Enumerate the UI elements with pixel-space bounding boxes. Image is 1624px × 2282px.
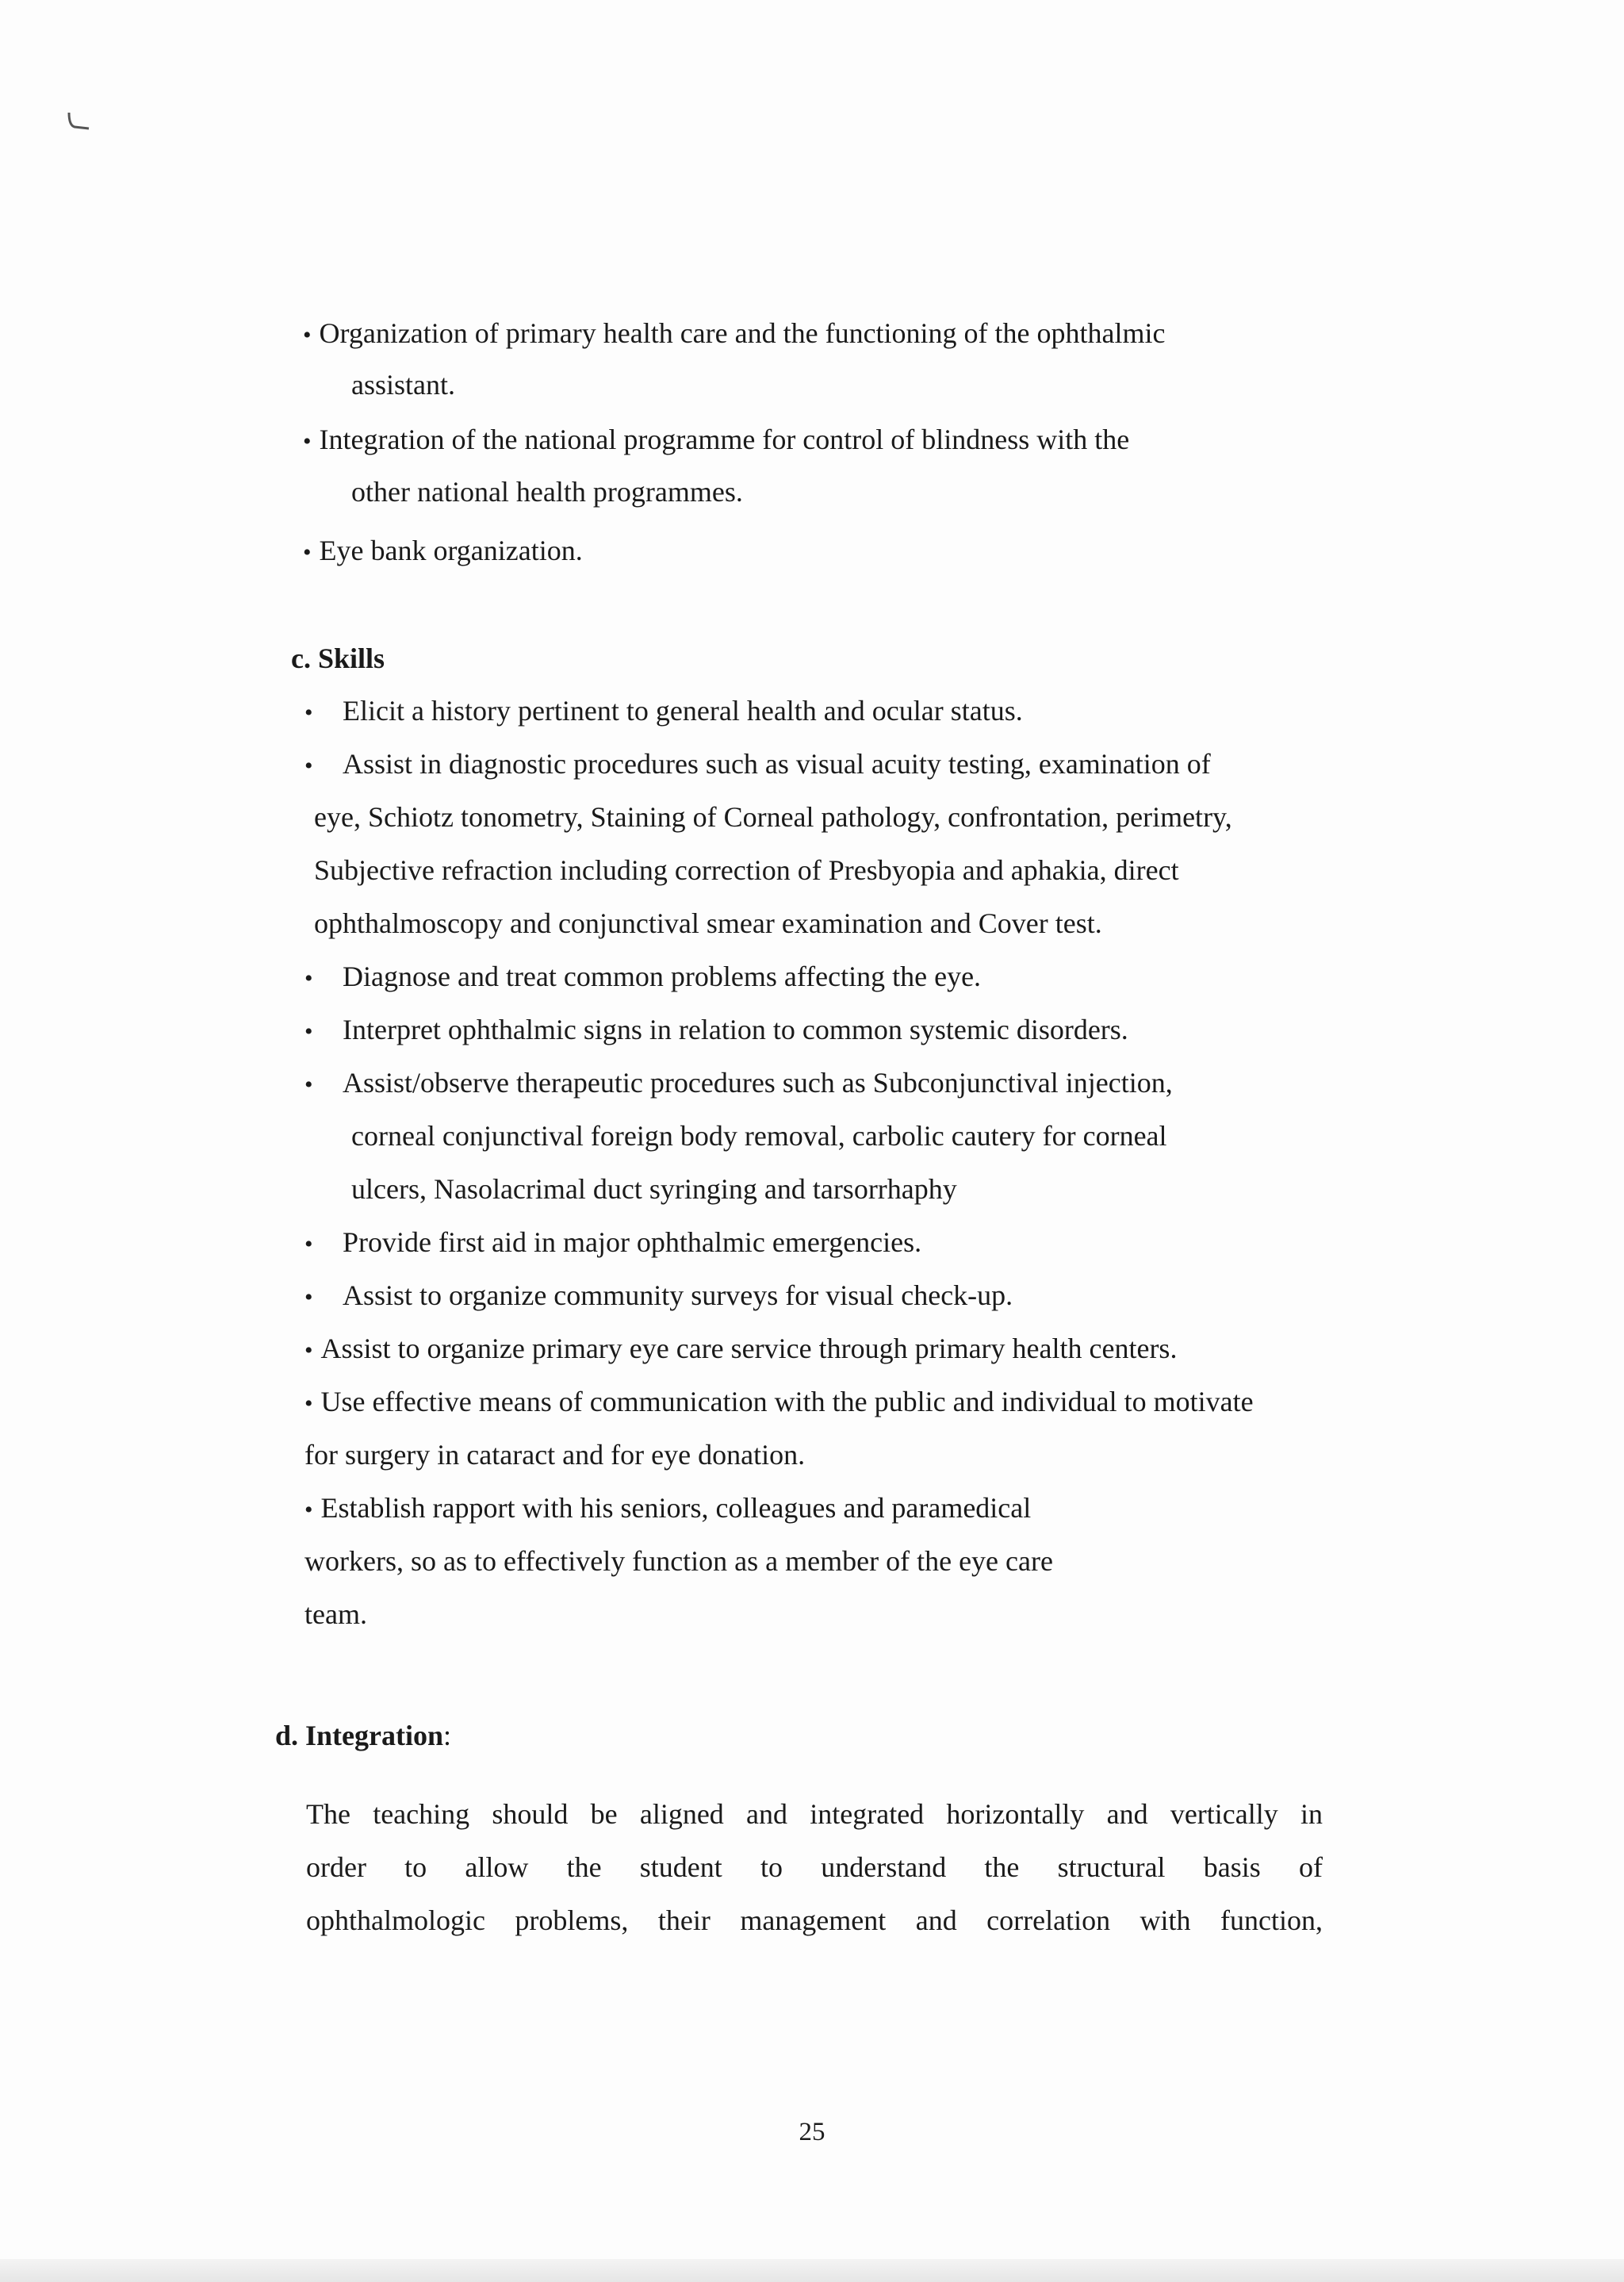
- list-item-continuation: ophthalmoscopy and conjunctival smear examination and Cover test.: [314, 907, 1102, 939]
- list-item-text: Establish rapport with his seniors, colleagues and paramedical: [320, 1492, 1032, 1524]
- paragraph-line: order to allow the student to understand the structural basis of: [306, 1851, 1323, 1883]
- list-item-continuation: for surgery in cataract and for eye donation.: [304, 1439, 806, 1471]
- bullet-icon: •: [304, 1337, 313, 1363]
- list-item-text: Assist to organize primary eye care service through primary health centers.: [320, 1333, 1178, 1364]
- section-heading-integration: [275, 1718, 451, 1753]
- bullet-icon: •: [303, 539, 312, 566]
- list-item-text: Provide first aid in major ophthalmic emergencies.: [343, 1226, 922, 1258]
- list-item-text: Interpret ophthalmic signs in relation to common systemic disorders.: [343, 1014, 1128, 1045]
- list-item-continuation: corneal conjunctival foreign body removal, carbolic cautery for corneal: [351, 1120, 1167, 1152]
- list-item: [303, 316, 1166, 353]
- bullet-icon: •: [303, 322, 312, 348]
- corner-mark-icon: [67, 111, 90, 130]
- list-item-text: Assist to organize community surveys for visual check-up.: [343, 1279, 1013, 1311]
- page-number: 25: [799, 2118, 825, 2146]
- list-item: [303, 422, 1129, 459]
- bullet-icon: •: [304, 1072, 313, 1098]
- bullet-icon: •: [303, 428, 312, 454]
- bullet-icon: •: [304, 1497, 313, 1523]
- paragraph-line: The teaching should be aligned and integrated horizontally and vertically in: [306, 1798, 1323, 1830]
- list-item: [304, 1331, 1177, 1368]
- list-item-continuation: eye, Schiotz tonometry, Staining of Corneal pathology, confrontation, perimetry,: [314, 801, 1232, 833]
- list-item-continuation: other national health programmes.: [351, 476, 743, 508]
- list-item-continuation: assistant.: [351, 369, 455, 401]
- bullet-icon: •: [304, 753, 313, 779]
- list-item: [304, 1490, 1031, 1528]
- list-item: [304, 1278, 1013, 1315]
- list-item-text: Eye bank organization.: [319, 535, 583, 566]
- list-item-continuation: Subjective refraction including correction of Presbyopia and aphakia, direct: [314, 854, 1179, 886]
- bullet-icon: •: [304, 1284, 313, 1310]
- bullet-icon: •: [304, 1390, 313, 1417]
- scan-edge-shadow: [0, 2259, 1624, 2282]
- list-item-continuation: team.: [304, 1598, 367, 1630]
- paragraph-line: ophthalmologic problems, their management and correlation with function,: [306, 1904, 1323, 1936]
- bullet-icon: •: [304, 1018, 313, 1045]
- list-item: [304, 959, 981, 996]
- list-item: [304, 746, 1211, 784]
- list-item-text: Assist/observe therapeutic procedures such as Subconjunctival injection,: [343, 1067, 1173, 1099]
- bullet-icon: •: [304, 965, 313, 991]
- list-item: [304, 1012, 1128, 1049]
- list-item: [304, 693, 1023, 731]
- section-heading-colon: :: [443, 1720, 452, 1751]
- list-item-text: Organization of primary health care and the functioning of the ophthalmic: [319, 317, 1166, 349]
- list-item-text: Use effective means of communication with the public and individual to motivate: [320, 1386, 1254, 1417]
- section-heading-text: d. Integration: [275, 1720, 444, 1751]
- list-item: [304, 1384, 1254, 1421]
- list-item: [303, 533, 583, 570]
- list-item-continuation: workers, so as to effectively function as a member of the eye care: [304, 1545, 1053, 1577]
- list-item-text: Integration of the national programme for control of blindness with the: [319, 424, 1130, 455]
- list-item: [304, 1065, 1173, 1103]
- list-item: [304, 1225, 921, 1262]
- bullet-icon: •: [304, 1231, 313, 1257]
- list-item-text: Diagnose and treat common problems affecting the eye.: [343, 961, 982, 992]
- bullet-icon: •: [304, 700, 313, 726]
- list-item-continuation: ulcers, Nasolacrimal duct syringing and tarsorrhaphy: [351, 1173, 957, 1205]
- section-heading-skills: c. Skills: [291, 642, 385, 674]
- list-item-text: Elicit a history pertinent to general health and ocular status.: [343, 695, 1023, 727]
- list-item-text: Assist in diagnostic procedures such as visual acuity testing, examination of: [343, 748, 1211, 780]
